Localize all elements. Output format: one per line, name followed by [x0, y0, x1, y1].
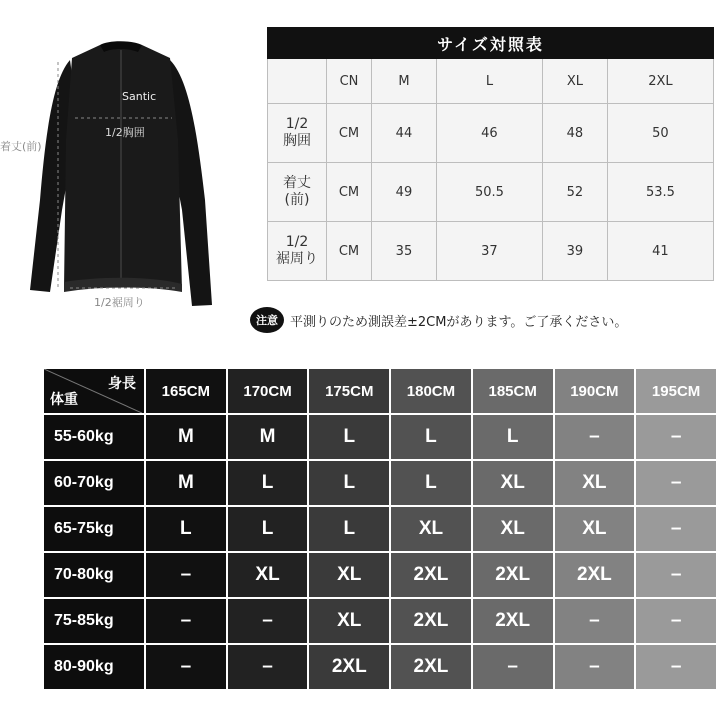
size-cell: – [636, 461, 716, 505]
size-cell: L [309, 461, 389, 505]
size-cell: L [473, 415, 553, 459]
size-cell: – [636, 507, 716, 551]
size-cell: – [146, 599, 226, 643]
size-cell: XL [473, 507, 553, 551]
cell-value: 46 [436, 104, 542, 163]
weight-row [44, 645, 716, 689]
row-unit: CM [327, 104, 372, 163]
size-cell: 2XL [555, 553, 635, 597]
size-header: 2XL [607, 59, 713, 104]
note-badge: 注意 [250, 307, 284, 333]
row-unit: CM [327, 163, 372, 222]
weight-label-cell: 75-85kg [44, 599, 144, 643]
size-header: M [372, 59, 437, 104]
weight-row [44, 553, 716, 597]
size-cell: XL [391, 507, 471, 551]
cell-value: 50.5 [436, 163, 542, 222]
corner-header [44, 369, 144, 413]
size-cell: – [473, 645, 553, 689]
weight-label-cell: 55-60kg [44, 415, 144, 459]
size-cell: – [636, 645, 716, 689]
row-label: 着丈 (前) [268, 163, 327, 222]
size-cell: XL [555, 507, 635, 551]
weight-label: 体重 [50, 391, 78, 407]
height-header: 190CM [555, 369, 635, 413]
cell-value: 44 [372, 104, 437, 163]
size-cell: – [555, 645, 635, 689]
cell-value: 41 [607, 222, 713, 281]
size-chart-corner [268, 59, 327, 104]
height-label: 身長 [108, 375, 136, 391]
weight-row [44, 507, 716, 551]
size-cell: XL [309, 553, 389, 597]
height-header: 170CM [228, 369, 308, 413]
note-text: 平測りのため測誤差±2CMがあります。ご了承ください。 [290, 314, 628, 330]
size-cell: – [555, 599, 635, 643]
size-cell: – [228, 599, 308, 643]
length-label: 着丈(前) [0, 140, 42, 153]
size-cell: – [146, 645, 226, 689]
size-row-length [268, 163, 714, 222]
size-row-hem [268, 222, 714, 281]
size-cell: L [228, 461, 308, 505]
height-header: 195CM [636, 369, 716, 413]
row-label: 1/2 胸囲 [268, 104, 327, 163]
height-header: 165CM [146, 369, 226, 413]
height-header: 180CM [391, 369, 471, 413]
size-cell: 2XL [473, 553, 553, 597]
height-header: 175CM [309, 369, 389, 413]
size-cell: 2XL [391, 645, 471, 689]
size-cell: XL [228, 553, 308, 597]
unit-header: CN [327, 59, 372, 104]
cell-value: 35 [372, 222, 437, 281]
size-cell: L [309, 415, 389, 459]
hem-label: 1/2裾周り [94, 296, 145, 309]
size-cell: M [228, 415, 308, 459]
weight-label-cell: 70-80kg [44, 553, 144, 597]
size-cell: M [146, 415, 226, 459]
size-cell: L [391, 461, 471, 505]
brand-logo: Santic [122, 90, 157, 103]
size-cell: XL [555, 461, 635, 505]
measurement-note [250, 307, 627, 333]
size-header: L [436, 59, 542, 104]
size-cell: 2XL [391, 599, 471, 643]
weight-label-cell: 80-90kg [44, 645, 144, 689]
size-row-chest [268, 104, 714, 163]
cell-value: 53.5 [607, 163, 713, 222]
jersey-image [0, 0, 260, 320]
size-cell: – [555, 415, 635, 459]
size-cell: L [309, 507, 389, 551]
weight-row [44, 415, 716, 459]
cell-value: 37 [436, 222, 542, 281]
size-chart-title: サイズ対照表 [268, 28, 714, 59]
cell-value: 39 [542, 222, 607, 281]
size-recommendation-table [42, 367, 718, 691]
cell-value: 48 [542, 104, 607, 163]
size-cell: L [391, 415, 471, 459]
size-cell: XL [473, 461, 553, 505]
size-header: XL [542, 59, 607, 104]
jersey-illustration [0, 0, 260, 320]
cell-value: 52 [542, 163, 607, 222]
size-cell: 2XL [309, 645, 389, 689]
size-cell: 2XL [473, 599, 553, 643]
cell-value: 50 [607, 104, 713, 163]
cell-value: 49 [372, 163, 437, 222]
size-cell: L [146, 507, 226, 551]
row-label: 1/2 裾周り [268, 222, 327, 281]
size-cell: – [636, 553, 716, 597]
weight-label-cell: 60-70kg [44, 461, 144, 505]
chest-label: 1/2胸囲 [105, 126, 145, 139]
weight-label-cell: 65-75kg [44, 507, 144, 551]
height-header: 185CM [473, 369, 553, 413]
size-cell: – [636, 599, 716, 643]
weight-row [44, 599, 716, 643]
size-cell: XL [309, 599, 389, 643]
size-cell: – [228, 645, 308, 689]
size-cell: L [228, 507, 308, 551]
size-cell: – [146, 553, 226, 597]
size-cell: – [636, 415, 716, 459]
size-chart-table [267, 27, 714, 281]
size-cell: 2XL [391, 553, 471, 597]
size-cell: M [146, 461, 226, 505]
weight-row [44, 461, 716, 505]
row-unit: CM [327, 222, 372, 281]
